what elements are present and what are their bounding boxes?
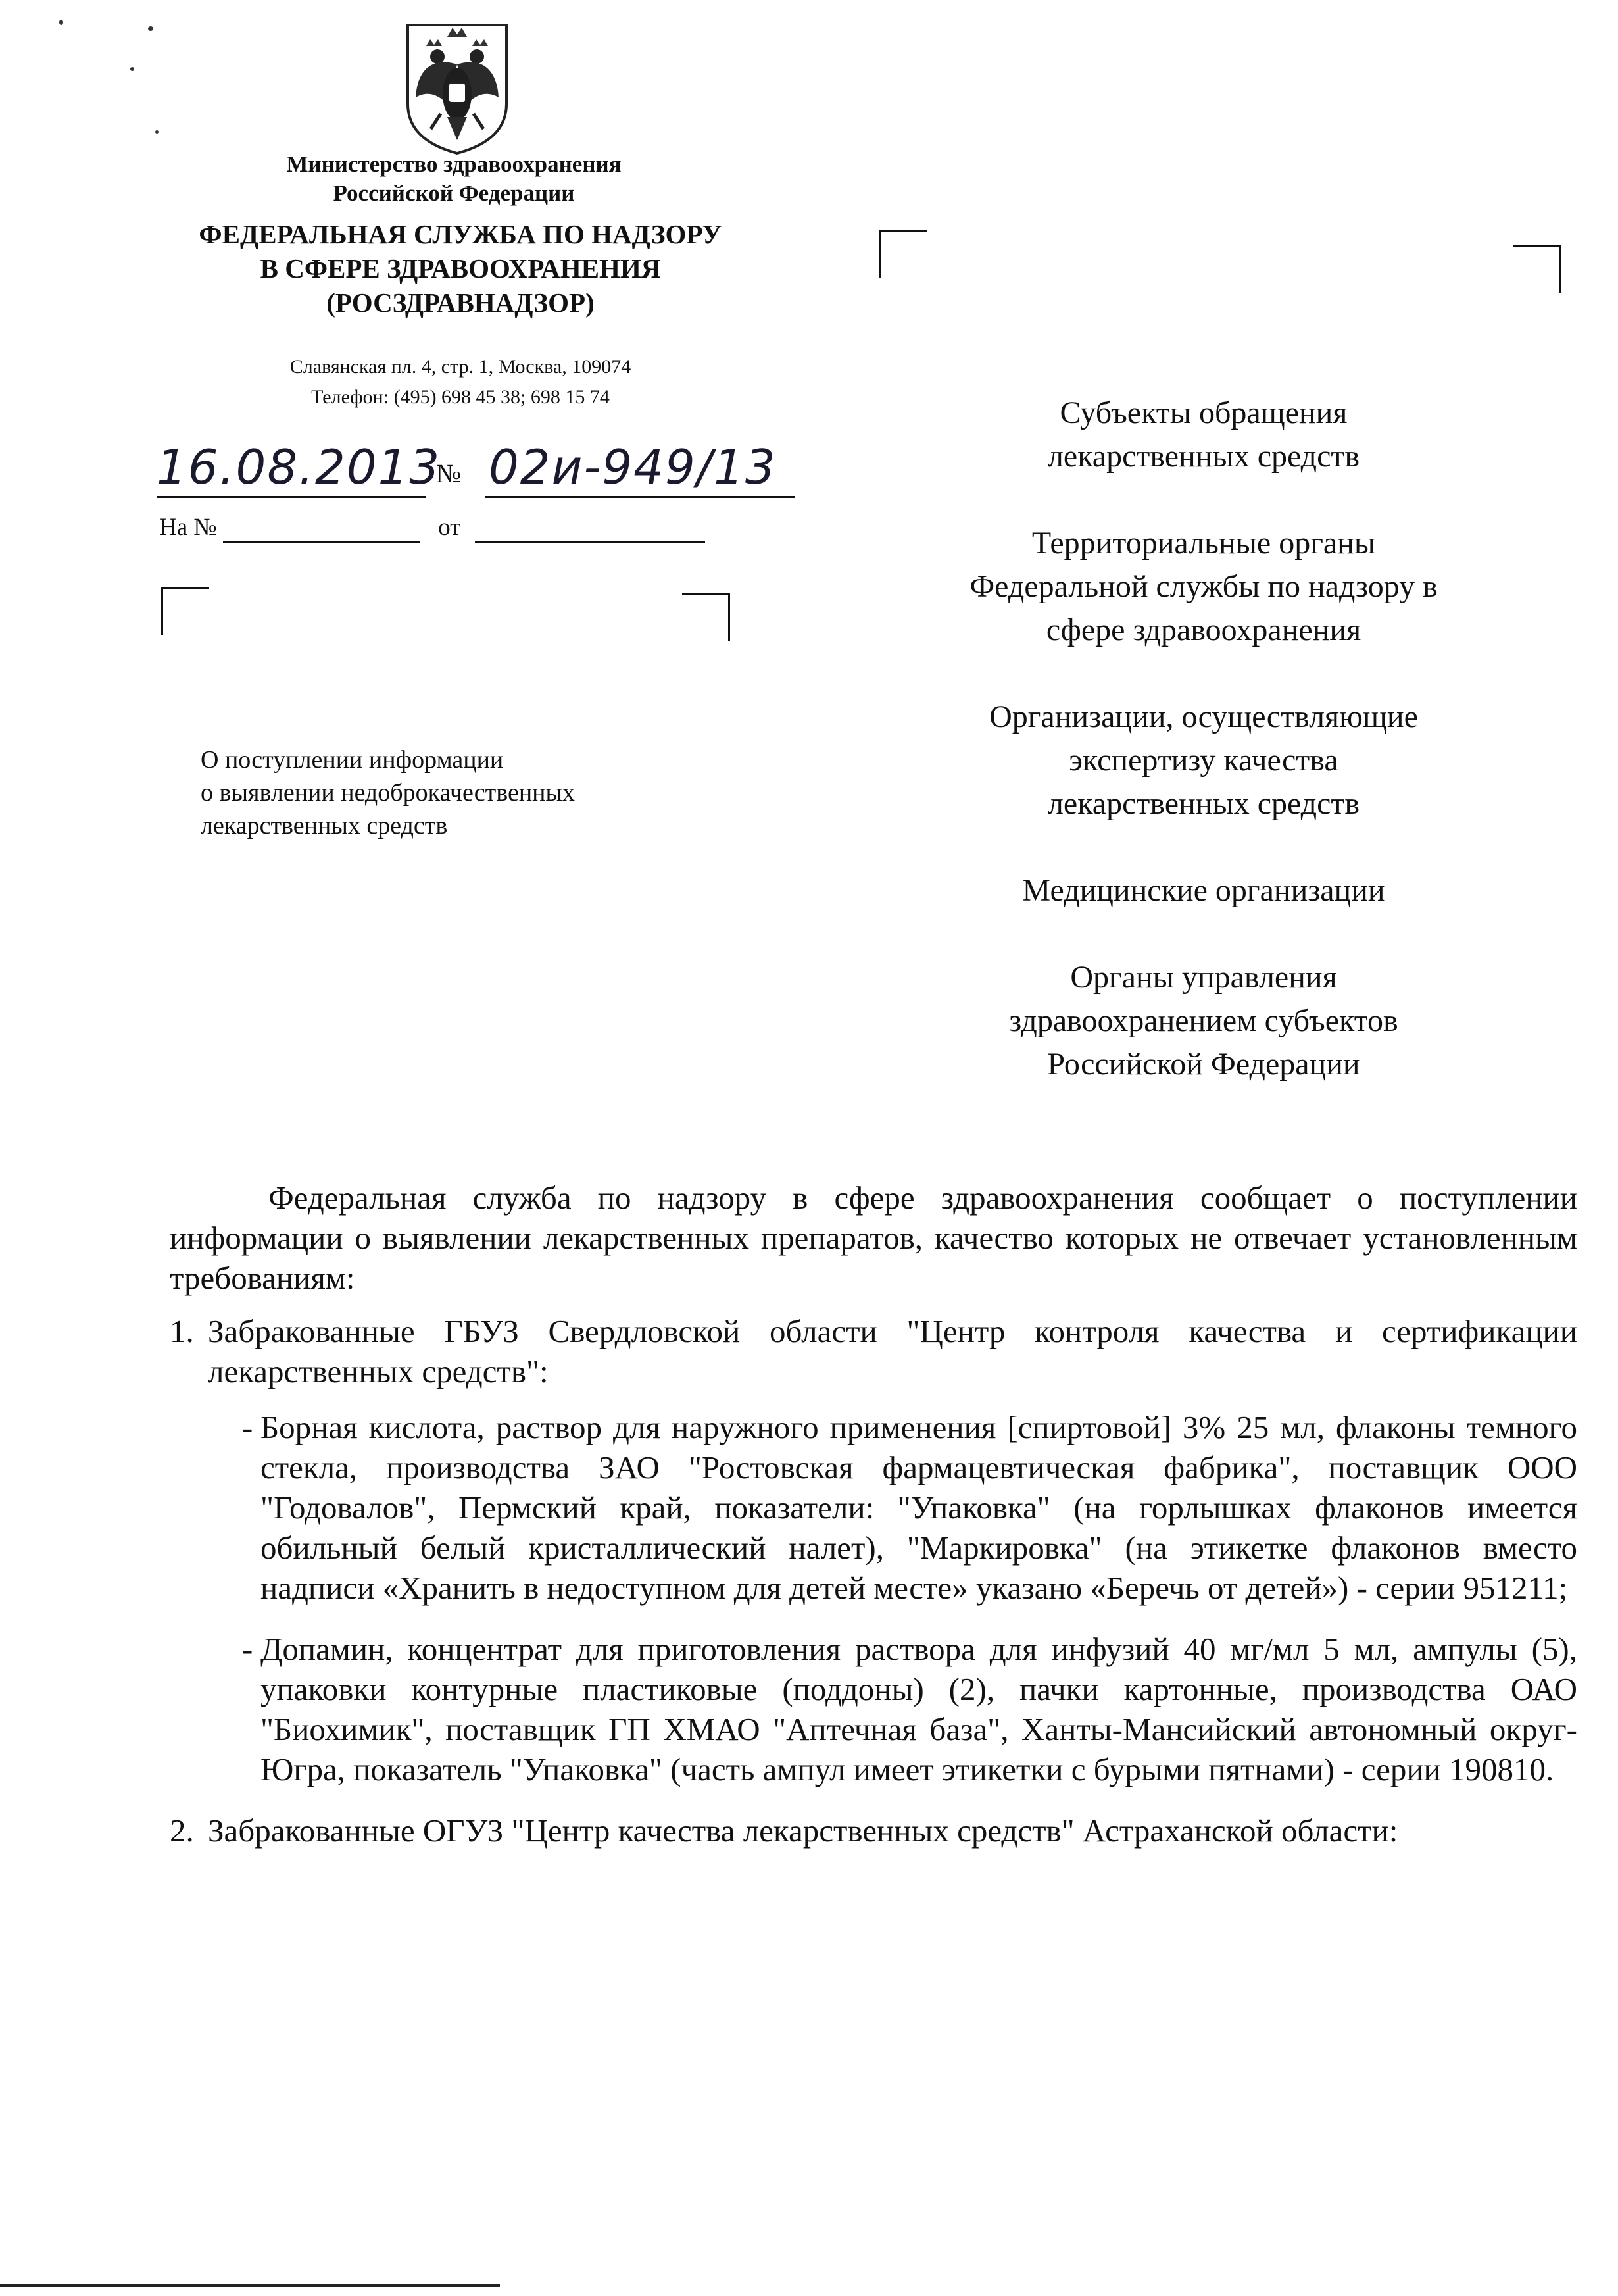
ministry-name: [191, 150, 717, 208]
coat-of-arms-emblem: [401, 18, 513, 157]
subject-corner-right: [682, 593, 730, 641]
subject-line3: лекарственных средств: [201, 812, 448, 839]
addressee: Субъекты обращения лекарственных средств: [1047, 395, 1360, 474]
dash-marker: -: [242, 1409, 253, 1445]
registration-number: 02и-949/13: [489, 439, 777, 495]
service-name-line3: (РОСЗДРАВНАДЗОР): [326, 287, 595, 318]
service-name-line1: ФЕДЕРАЛЬНАЯ СЛУЖБА ПО НАДЗОРУ: [199, 219, 722, 249]
subject-corner-left: [161, 587, 209, 635]
registration-date: 16.08.2013: [157, 439, 441, 495]
sub-list-item-text: Борная кислота, раствор для наружного применения [спиртовой] 3% 25 мл, флаконы темного стекла, производства ЗАО "Ростовская фармацевтическая фабрика", поставщик ООО "Годовалов", Пермский край, показатели: "Упаковка" (на горлышках флаконов имеется обильный белый кристаллический налет), "Маркировка" (на этикетке флаконов вместо надписи «Хранить в недоступном для детей месте» указано «Беречь от детей») - серии 951211;: [260, 1409, 1577, 1606]
letter-body: [170, 1178, 1577, 1864]
addressee: Медицинские организации: [1022, 873, 1385, 908]
addressee-corner-right: [1513, 245, 1561, 293]
list-item: [170, 1810, 1577, 1851]
registration-number-sign: №: [436, 459, 462, 488]
reply-reference: [159, 513, 705, 543]
reply-date-blank: [475, 513, 705, 543]
list-item-text: Забракованные ГБУЗ Свердловской области "Центр контроля качества и сертификации лекарственных средств":: [208, 1313, 1577, 1389]
reply-number-blank: [223, 513, 420, 543]
list-item-number: 1.: [170, 1313, 194, 1349]
letter-subject: [201, 743, 793, 842]
bottom-edge-rule: [0, 2284, 500, 2287]
sub-list-item: [242, 1629, 1577, 1789]
list-item-text: Забракованные ОГУЗ "Центр качества лекарственных средств" Астраханской области:: [208, 1812, 1398, 1849]
service-name: [112, 217, 809, 320]
addressee-block: [875, 391, 1532, 1130]
scan-speck: [130, 67, 134, 71]
service-address: [171, 352, 750, 412]
scan-speck: [148, 26, 153, 31]
addressee: Органы управления здравоохранением субъектов Российской Федерации: [1009, 960, 1398, 1082]
reply-prefix: На №: [159, 514, 217, 541]
list-item: [170, 1311, 1577, 1391]
scan-speck: [155, 130, 159, 134]
phone-line: Телефон: (495) 698 45 38; 698 15 74: [311, 386, 610, 408]
addressee: Территориальные органы Федеральной службы по надзору в сфере здравоохранения: [969, 526, 1438, 647]
registration-line: [157, 439, 814, 505]
date-underline: [157, 496, 426, 498]
scan-speck: [59, 20, 63, 25]
addressee: Организации, осуществляющие экспертизу качества лекарственных средств: [989, 699, 1418, 821]
ministry-name-line2: Российской Федерации: [333, 180, 575, 206]
dash-marker: -: [242, 1631, 253, 1667]
subject-line1: О поступлении информации: [201, 746, 504, 774]
ministry-name-line1: Министерство здравоохранения: [286, 151, 622, 177]
subject-line2: о выявлении недоброкачественных: [201, 779, 576, 807]
service-name-line2: В СФЕРЕ ЗДРАВООХРАНЕНИЯ: [260, 253, 661, 284]
sub-list-item-text: Допамин, концентрат для приготовления раствора для инфузий 40 мг/мл 5 мл, ампулы (5), упаковки контурные пластиковые (поддоны) (2), пачки картонные, производства ОАО "Биохимик", поставщик ГП ХМАО "Аптечная база", Ханты-Мансийский автономный округ-Югра, показатель "Упаковка" (часть ампул имеет этикетки с бурыми пятнами) - серии 190810.: [260, 1631, 1577, 1787]
addressee-corner-left: [879, 230, 927, 278]
reply-from-label: от: [438, 514, 461, 541]
address-line: Славянская пл. 4, стр. 1, Москва, 109074: [289, 356, 631, 378]
sub-list-item: [242, 1407, 1577, 1608]
list-item-number: 2.: [170, 1812, 194, 1849]
body-intro: Федеральная служба по надзору в сфере здравоохранения сообщает о поступлении информации о выявлении лекарственных препаратов, качество которых не отвечает установленным требованиям:: [170, 1180, 1577, 1296]
number-underline: [485, 496, 795, 498]
